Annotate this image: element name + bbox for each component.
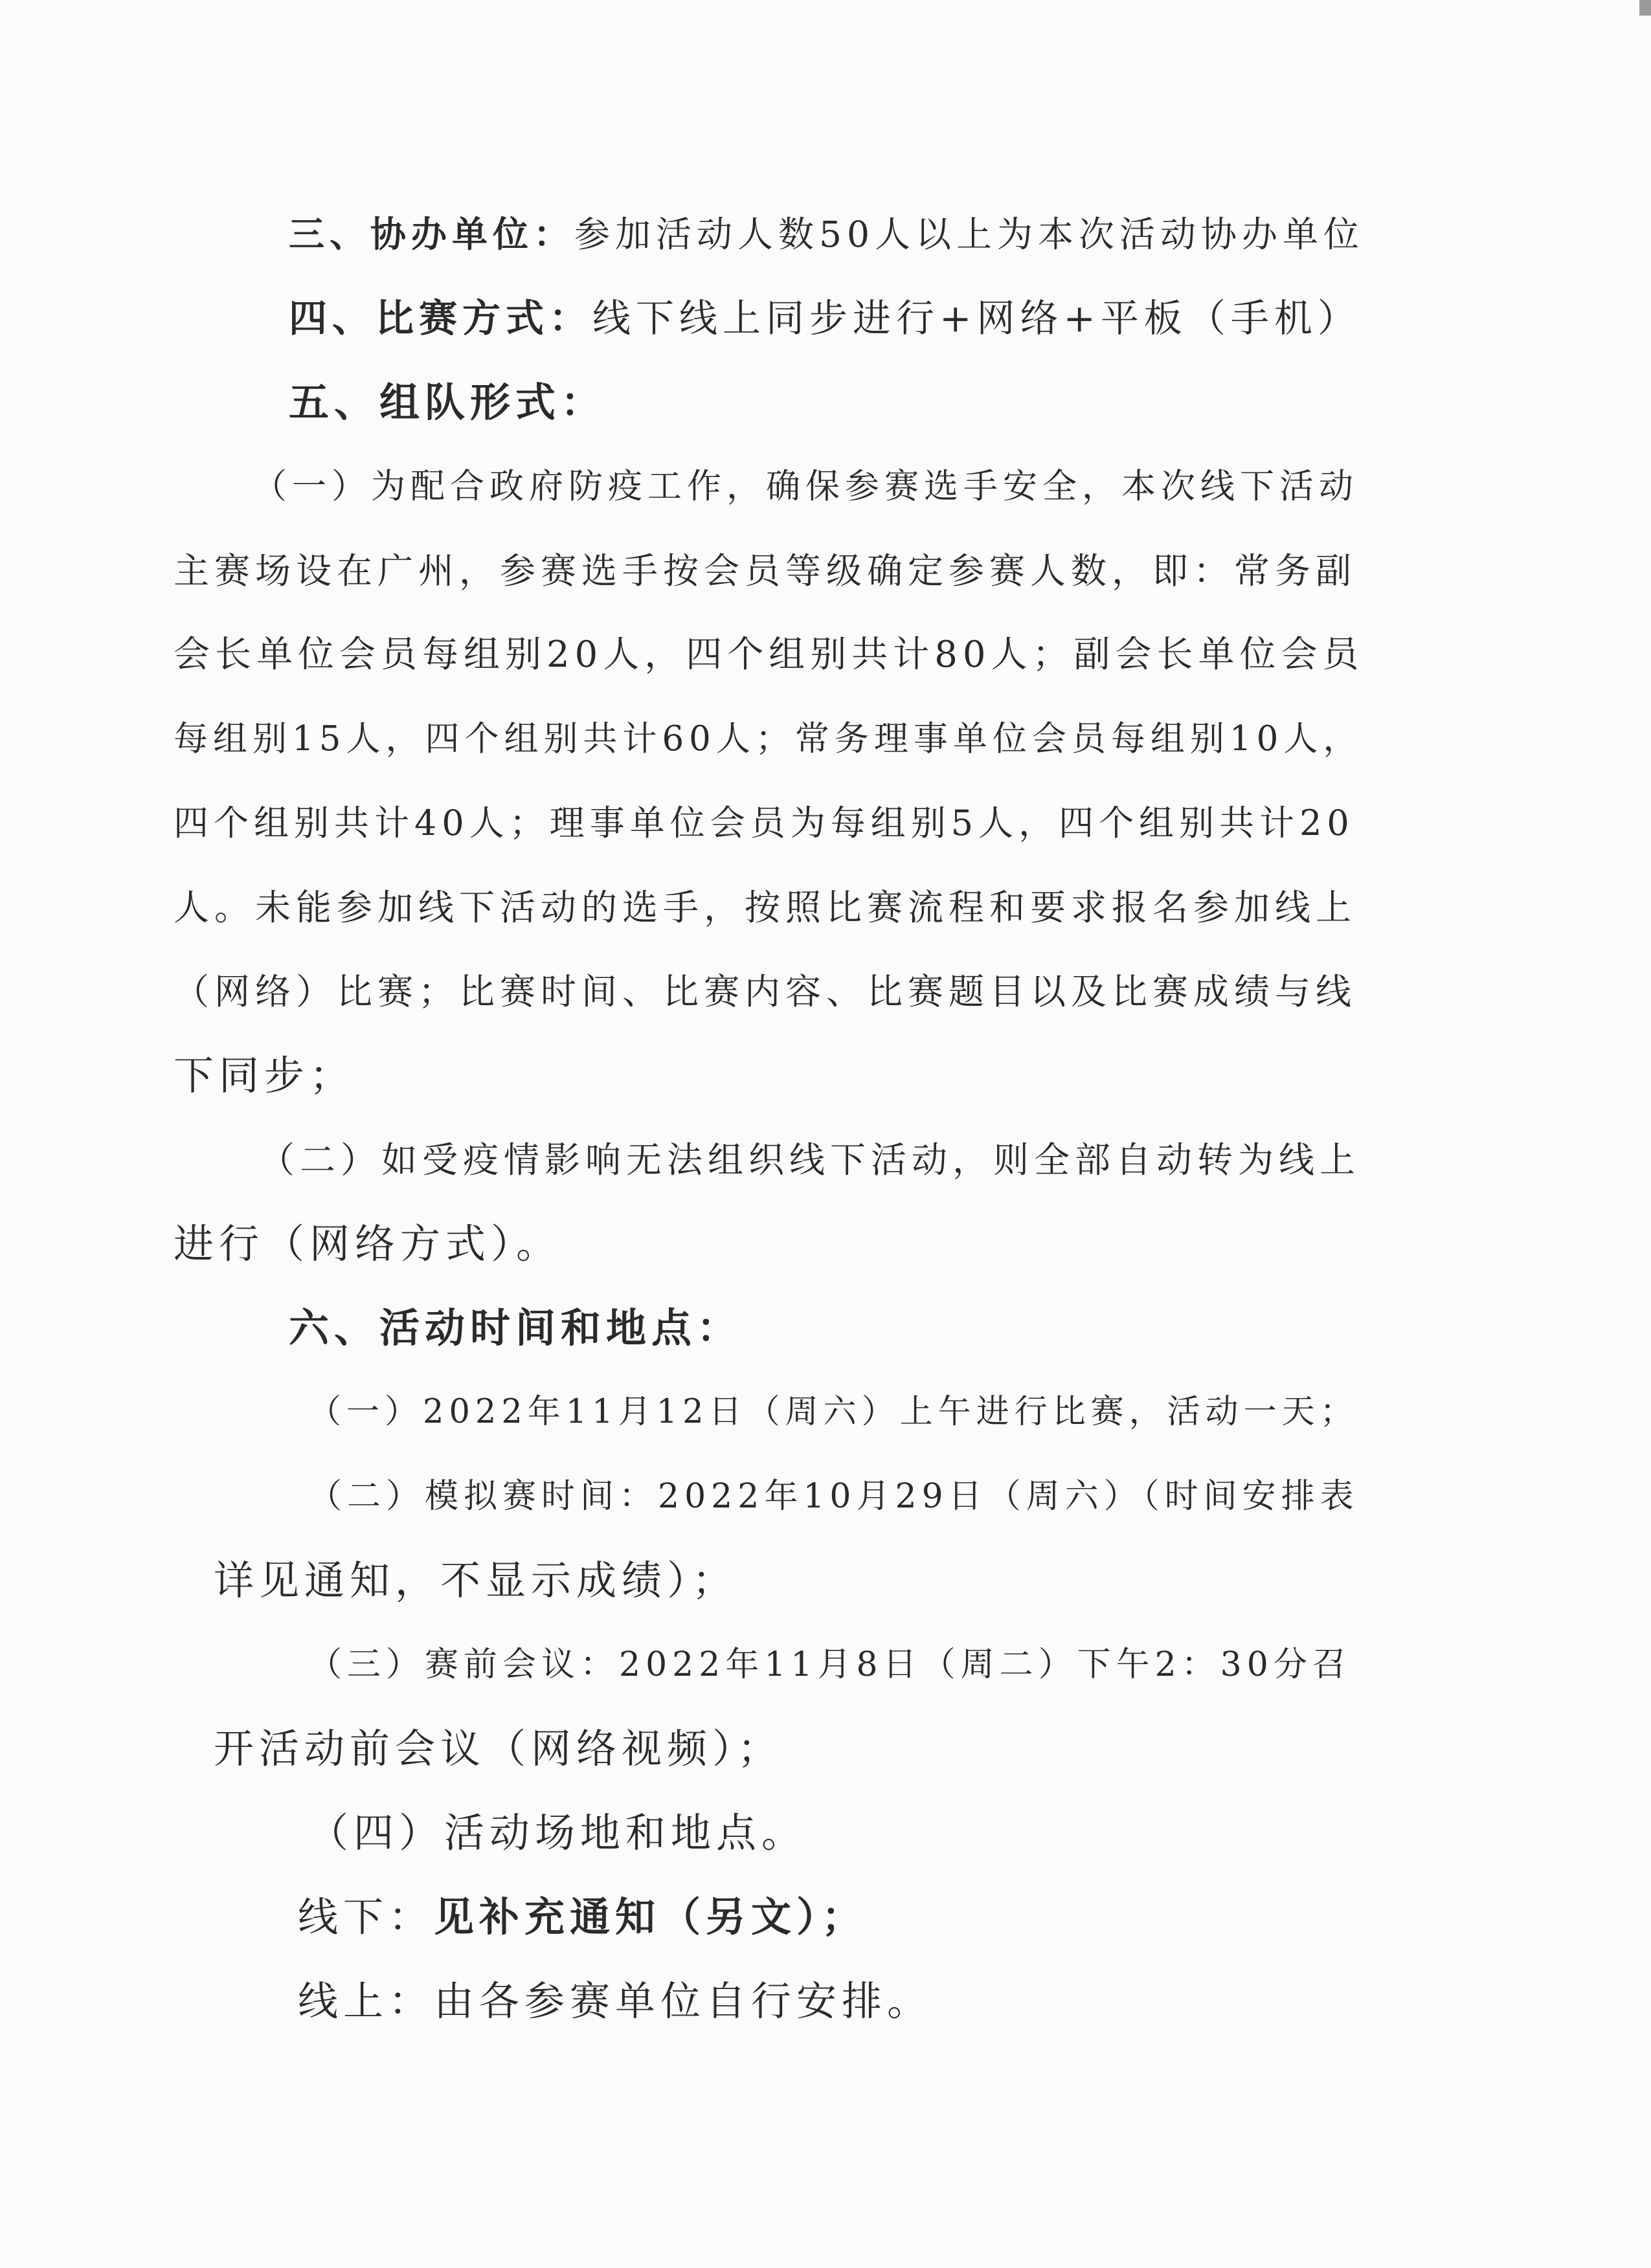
s5-p1-line: 会长单位会员每组别20人，四个组别共计80人；副会长单位会员 xyxy=(174,634,1364,676)
scan-edge-mark xyxy=(1639,0,1651,16)
offline-label: 线下： xyxy=(298,1893,434,1940)
s5-p1-line: （网络）比赛；比赛时间、比赛内容、比赛题目以及比赛成绩与线 xyxy=(174,971,1357,1012)
section-6-heading: 六、活动时间和地点： xyxy=(289,1304,743,1351)
section-4 xyxy=(289,293,1361,344)
s5-p2-line: 进行（网络方式）。 xyxy=(174,1220,562,1267)
s6-item-3-line: （三）赛前会议：2022年11月8日（周二）下午2：30分召 xyxy=(308,1645,1351,1684)
section-4-text: 线下线上同步进行+网络+平板（手机） xyxy=(592,296,1361,340)
s6-item-3-line: 开活动前会议（网络视频）； xyxy=(214,1725,783,1772)
online-label: 线上： xyxy=(298,1977,434,2025)
section-3-heading: 三、协办单位： xyxy=(289,214,575,255)
s5-p1-line: 四个组别共计40人；理事单位会员为每组别5人，四个组别共计20 xyxy=(174,803,1354,843)
offline-text: 见补充通知（另文）； xyxy=(434,1893,868,1940)
s5-p1-line: 下同步； xyxy=(174,1052,355,1099)
s5-p1-line: 每组别15人，四个组别共计60人；常务理事单位会员每组别10人， xyxy=(174,719,1363,759)
section-3 xyxy=(289,208,1364,260)
s5-p1-line: 人。未能参加线下活动的选手，按照比赛流程和要求报名参加线上 xyxy=(174,887,1357,928)
offline-venue xyxy=(298,1891,867,1943)
s5-p1-line: 主赛场设在广州，参赛选手按会员等级确定参赛人数，即：常务副 xyxy=(174,550,1357,592)
s5-p2-line: （二）如受疫情影响无法组织线下活动，则全部自动转为线上 xyxy=(259,1139,1361,1181)
s6-item-1: （一）2022年11月12日（周六）上午进行比赛，活动一天； xyxy=(308,1393,1358,1431)
section-3-text: 参加活动人数50人以上为本次活动协办单位 xyxy=(574,214,1365,255)
online-text: 由各参赛单位自行安排。 xyxy=(434,1977,933,2025)
online-venue xyxy=(298,1975,932,2027)
s6-item-4: （四）活动场地和地点。 xyxy=(308,1809,807,1856)
s5-p1-line: （一）为配合政府防疫工作，确保参赛选手安全，本次线下活动 xyxy=(253,467,1358,506)
section-5-heading: 五、组队形式： xyxy=(289,379,607,426)
s6-item-2-line: 详见通知，不显示成绩）； xyxy=(214,1557,738,1604)
section-4-heading: 四、比赛方式： xyxy=(289,296,593,340)
s6-item-2-line: （二）模拟赛时间：2022年10月29日（周六）（时间安排表 xyxy=(308,1477,1359,1516)
